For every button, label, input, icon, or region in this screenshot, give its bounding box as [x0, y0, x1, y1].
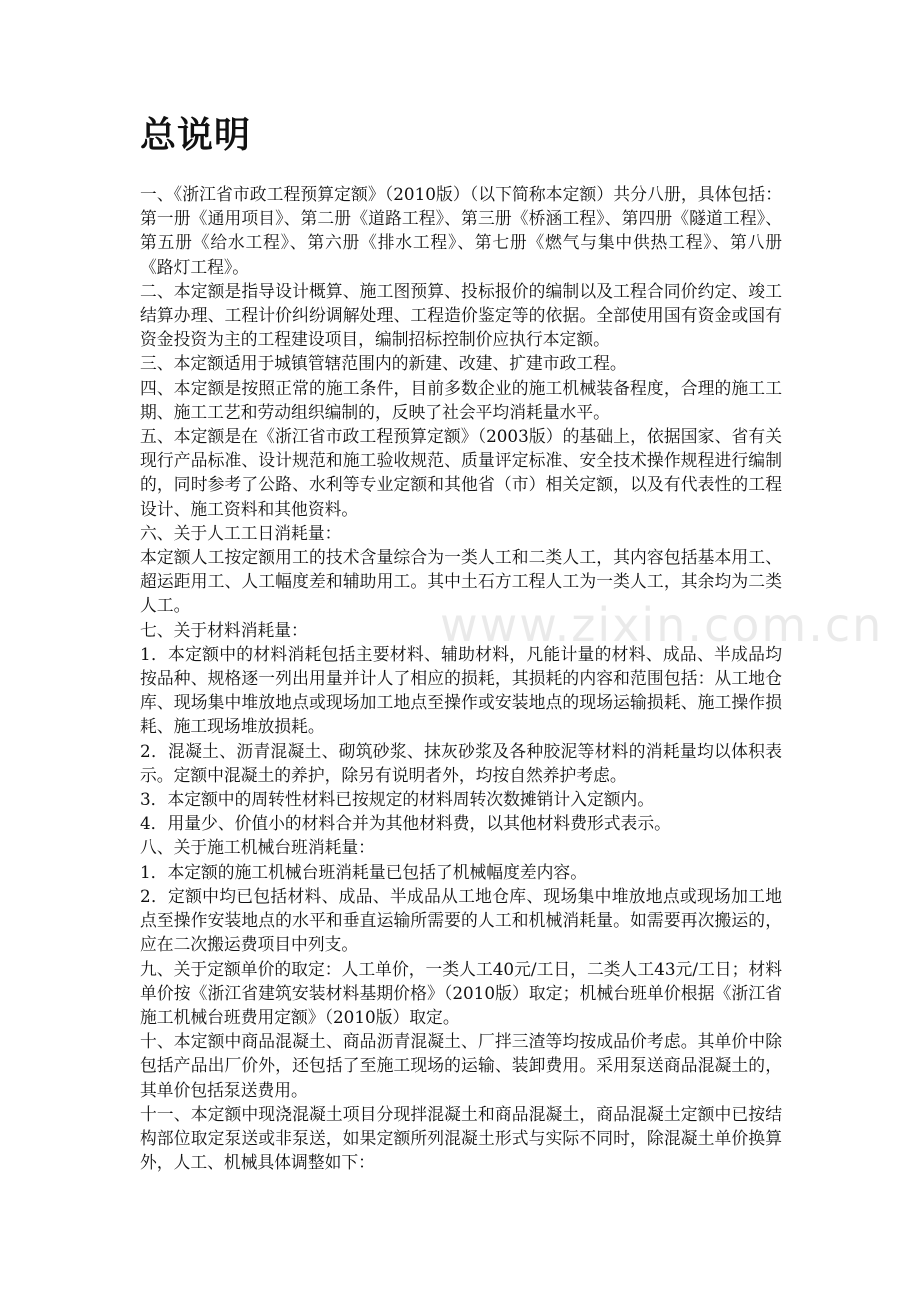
- paragraph: 二、本定额是指导设计概算、施工图预算、投标报价的编制以及工程合同价约定、竣工结算办理、工程计价纠纷调解处理、工程造价鉴定等的依据。全部使用国有资金或国有资金投资为主的工程建设项目，编制招标控制价应执行本定额。: [140, 280, 782, 350]
- paragraph: 三、本定额适用于城镇管辖范围内的新建、改建、扩建市政工程。: [140, 353, 627, 374]
- section-heading: 六、关于人工工日消耗量：: [140, 522, 342, 543]
- paragraph: 一、《浙江省市政工程预算定额》（2010版）（以下简称本定额）共分八册，具体包括：第一册《通用项目》、第二册《道路工程》、第三册《桥涵工程》、第四册《隧道工程》、第五册《给水工程》、第六册《排水工程》、第七册《燃气与集中供热工程》、第八册《路灯工程》。: [140, 184, 782, 277]
- list-item: 3．本定额中的周转性材料已按规定的材料周转次数摊销计入定额内。: [140, 789, 655, 810]
- list-item: 2．混凝土、沥青混凝土、砌筑砂浆、抹灰砂浆及各种胶泥等材料的消耗量均以体积表示。定额中混凝土的养护，除另有说明者外，均按自然养护考虑。: [140, 740, 782, 785]
- paragraph: 本定额人工按定额用工的技术含量综合为一类人工和二类人工，其内容包括基本用工、超运距用工、人工幅度差和辅助用工。其中土石方工程人工为一类人工，其余均为二类人工。: [140, 547, 782, 616]
- paragraph: 十一、本定额中现浇混凝土项目分现拌混凝土和商品混凝土，商品混凝土定额中已按结构部位取定泵送或非泵送，如果定额所列混凝土形式与实际不同时，除混凝土单价换算外，人工、机械具体调整如下：: [140, 1103, 782, 1173]
- paragraph: 四、本定额是按照正常的施工条件，目前多数企业的施工机械装备程度，合理的施工工期、施工工艺和劳动组织编制的，反映了社会平均消耗量水平。: [140, 377, 782, 422]
- document-page: [140, 112, 782, 1174]
- paragraph: 十、本定额中商品混凝土、商品沥青混凝土、厂拌三渣等均按成品价考虑。其单价中除包括产品出厂价外，还包括了至施工现场的运输、装卸费用。采用泵送商品混凝土的，其单价包括泵送费用。: [140, 1031, 782, 1100]
- section-heading: 八、关于施工机械台班消耗量：: [140, 837, 375, 858]
- watermark: www.zixin.com.cn: [440, 598, 884, 652]
- paragraph: 五、本定额是在《浙江省市政工程预算定额》（2003版）的基础上，依据国家、省有关现行产品标准、设计规范和施工验收规范、质量评定标准、安全技术操作规程进行编制的，同时参考了公路、水利等专业定额和其他省（市）相关定额，以及有代表性的工程设计、施工资料和其他资料。: [140, 426, 782, 519]
- section-heading: 七、关于材料消耗量：: [140, 619, 308, 640]
- list-item: 2．定额中均已包括材料、成品、半成品从工地仓库、现场集中堆放地点或现场加工地点至操作安装地点的水平和垂直运输所需要的人工和机械消耗量。如需要再次搬运的，应在二次搬运费项目中列支。: [140, 885, 782, 955]
- list-item: 1．本定额中的材料消耗包括主要材料、辅助材料，凡能计量的材料、成品、半成品均按品种、规格逐一列出用量并计人了相应的损耗，其损耗的内容和范围包括：从工地仓库、现场集中堆放地点或现场加工地点至操作或安装地点的现场运输损耗、施工操作损耗、施工现场堆放损耗。: [140, 643, 782, 737]
- paragraph: 九、关于定额单价的取定：人工单价，一类人工40元/工日，二类人工43元/工日；材料单价按《浙江省建筑安装材料基期价格》（2010版）取定；机械台班单价根据《浙江省施工机械台班费用定额》（2010版）取定。: [140, 958, 782, 1027]
- list-item: 1．本定额的施工机械台班消耗量已包括了机械幅度差内容。: [140, 861, 587, 882]
- page-title: 总说明: [140, 115, 252, 156]
- list-item: 4．用量少、价值小的材料合并为其他材料费，以其他材料费形式表示。: [140, 813, 671, 834]
